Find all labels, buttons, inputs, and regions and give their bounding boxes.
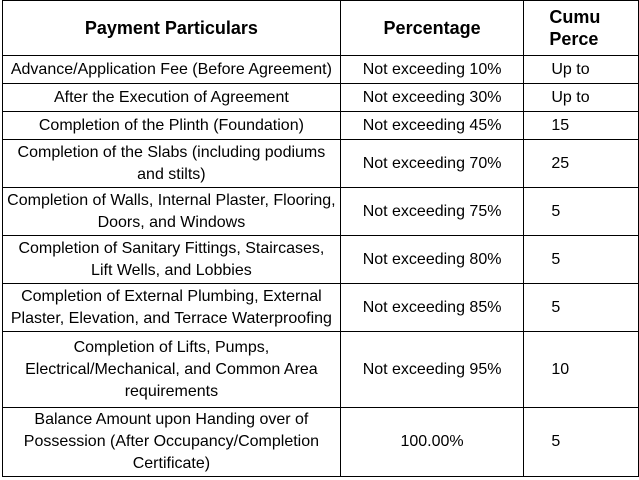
percentage-cell: Not exceeding 80% [340,236,524,284]
table-row [3,140,639,188]
table-row [3,188,639,236]
table-row [3,236,639,284]
payment-particular-cell: Balance Amount upon Handing over of Possession (After Occupancy/Completion Certificate) [3,408,341,477]
cumulative-cell: Up to [524,56,639,84]
table-row [3,112,639,140]
percentage-cell: Not exceeding 75% [340,188,524,236]
cumulative-cell: Up to [524,84,639,112]
percentage-cell: 100.00% [340,408,524,477]
payment-particular-cell: After the Execution of Agreement [3,84,341,112]
percentage-cell: Not exceeding 95% [340,332,524,408]
cumulative-cell: 10 [524,332,639,408]
cumulative-cell: 5 [524,408,639,477]
cumulative-cell: 5 [524,284,639,332]
percentage-cell: Not exceeding 30% [340,84,524,112]
table-header-row [3,1,639,56]
header-cumulative-line1: Cumu [549,7,601,27]
percentage-cell: Not exceeding 70% [340,140,524,188]
table-row [3,284,639,332]
table-row [3,84,639,112]
table-row [3,408,639,477]
table-row [3,56,639,84]
cumulative-cell: 5 [524,236,639,284]
percentage-cell: Not exceeding 45% [340,112,524,140]
payment-particular-cell: Completion of the Plinth (Foundation) [3,112,341,140]
payment-particular-cell: Completion of Sanitary Fittings, Staircases, Lift Wells, and Lobbies [3,236,341,284]
header-percentage: Percentage [340,1,524,56]
payment-particular-cell: Completion of External Plumbing, External Plaster, Elevation, and Terrace Waterproofing [3,284,341,332]
payment-particular-cell: Advance/Application Fee (Before Agreement) [3,56,341,84]
header-cumulative-line2: Perce [549,29,599,49]
cumulative-cell: 15 [524,112,639,140]
header-payment-particulars: Payment Particulars [3,1,341,56]
cumulative-cell: 25 [524,140,639,188]
payment-particular-cell: Completion of Lifts, Pumps, Electrical/Mechanical, and Common Area requirements [3,332,341,408]
percentage-cell: Not exceeding 10% [340,56,524,84]
header-cumulative-percentage [524,1,639,56]
payment-particular-cell: Completion of Walls, Internal Plaster, Flooring, Doors, and Windows [3,188,341,236]
payment-particular-cell: Completion of the Slabs (including podiums and stilts) [3,140,341,188]
cumulative-cell: 5 [524,188,639,236]
table-row [3,332,639,408]
payment-schedule-table [2,0,639,477]
percentage-cell: Not exceeding 85% [340,284,524,332]
